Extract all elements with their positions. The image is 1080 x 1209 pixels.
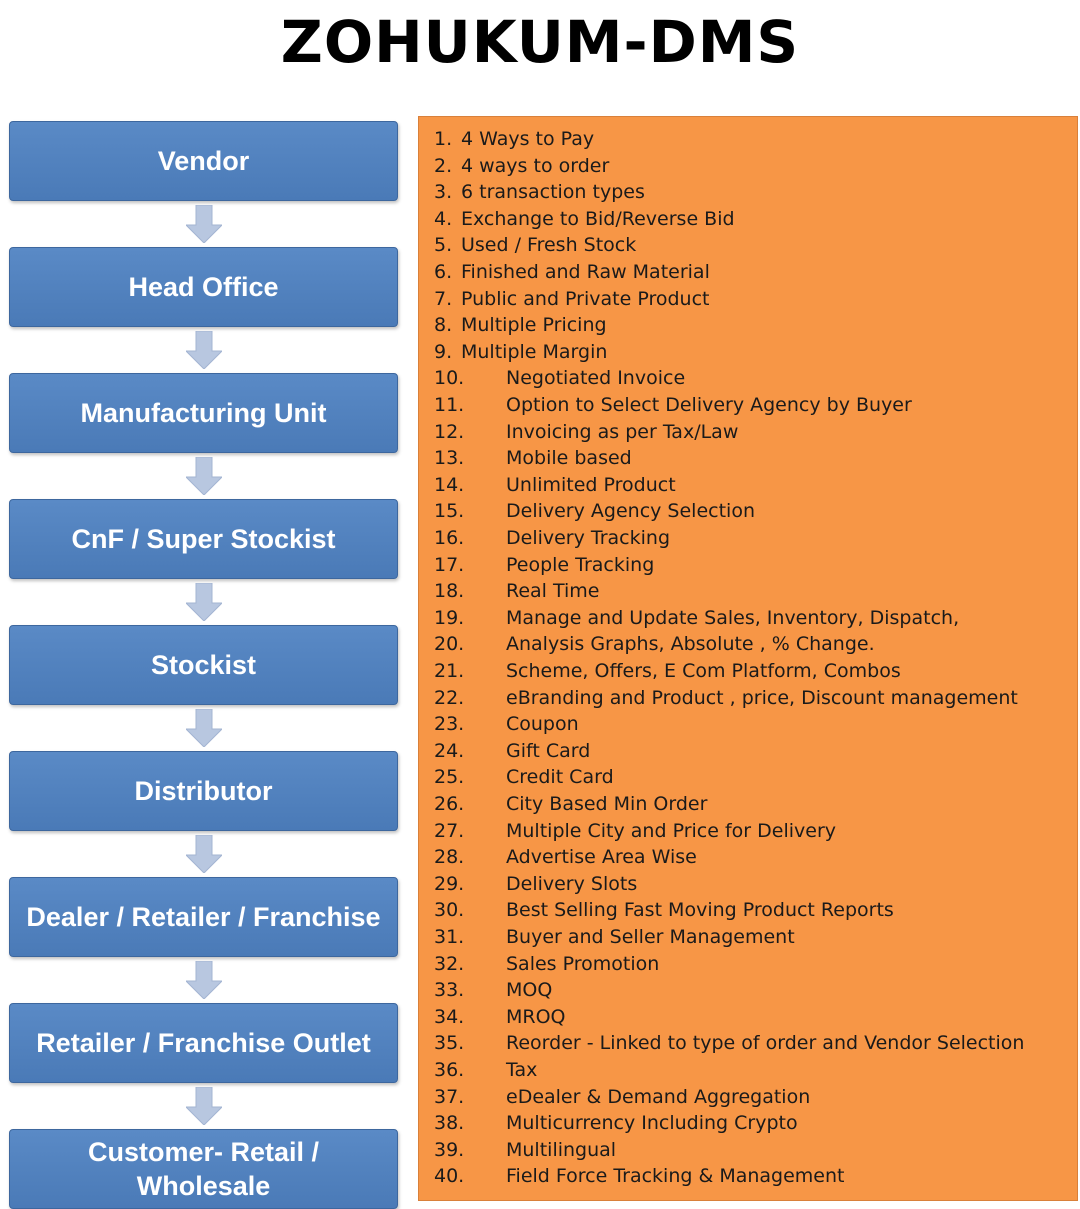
feature-number: 33. — [434, 979, 465, 1002]
feature-number: 16. — [434, 527, 465, 549]
flow-stage-vendor — [9, 121, 398, 201]
feature-text: Real Time — [506, 580, 600, 603]
flow-stage-label: Retailer / Franchise Outlet — [36, 1028, 371, 1058]
feature-text: Invoicing as per Tax/Law — [506, 420, 739, 443]
feature-text: Advertise Area Wise — [506, 846, 697, 869]
feature-text: MOQ — [506, 979, 553, 1002]
feature-text: Exchange to Bid/Reverse Bid — [461, 207, 735, 230]
feature-number: 23. — [434, 713, 465, 736]
feature-text: Finished and Raw Material — [461, 261, 710, 283]
feature-number: 32. — [434, 952, 465, 975]
feature-text: Analysis Graphs, Absolute , % Change. — [506, 633, 875, 656]
feature-text: Unlimited Product — [506, 473, 676, 496]
feature-text: 4 Ways to Pay — [461, 128, 595, 150]
flow-down-arrow-icon — [186, 709, 222, 747]
flow-stage-dealer-retailer-franchise — [9, 877, 398, 957]
feature-number: 3. — [434, 181, 453, 204]
feature-number: 21. — [434, 660, 465, 682]
feature-text: Gift Card — [506, 739, 591, 762]
flow-down-arrow-icon — [186, 1087, 222, 1125]
feature-text: Mobile based — [506, 447, 632, 470]
flow-stage-label: Distributor — [134, 776, 273, 806]
feature-text: Used / Fresh Stock — [461, 234, 637, 257]
feature-text: Delivery Tracking — [506, 527, 671, 549]
feature-text: Buyer and Seller Management — [506, 926, 795, 948]
flow-stage-label: CnF / Super Stockist — [71, 524, 336, 554]
feature-text: eDealer & Demand Aggregation — [506, 1085, 811, 1108]
feature-text: Option to Select Delivery Agency by Buyer — [506, 394, 912, 416]
feature-number: 11. — [434, 394, 465, 416]
flow-stage-label: Manufacturing Unit — [80, 398, 327, 428]
feature-text: Multiple Pricing — [461, 314, 607, 337]
feature-number: 10. — [434, 367, 465, 390]
feature-number: 38. — [434, 1112, 465, 1135]
feature-panel — [418, 116, 1078, 1201]
feature-number: 36. — [434, 1059, 465, 1081]
flow-down-arrow-icon — [186, 331, 222, 369]
feature-number: 17. — [434, 553, 465, 576]
feature-text: Reorder - Linked to type of order and Vendor Selection — [506, 1032, 1025, 1055]
feature-text: City Based Min Order — [506, 793, 708, 815]
flow-stage-label: Vendor — [157, 146, 250, 176]
feature-number: 4. — [434, 207, 453, 230]
feature-number: 35. — [434, 1032, 465, 1055]
flow-stage-customer-retail-wholesale — [9, 1129, 398, 1209]
flow-stage-label: Dealer / Retailer / Franchise — [26, 902, 381, 932]
feature-number: 25. — [434, 766, 465, 789]
feature-text: Negotiated Invoice — [506, 367, 686, 390]
feature-text: 6 transaction types — [461, 181, 645, 204]
feature-text: Multicurrency Including Crypto — [506, 1112, 798, 1135]
feature-number: 5. — [434, 234, 453, 257]
feature-text: Tax — [506, 1059, 538, 1081]
feature-text: MROQ — [506, 1005, 566, 1028]
feature-text: Multiple Margin — [461, 340, 608, 363]
feature-number: 24. — [434, 739, 465, 762]
feature-number: 13. — [434, 447, 465, 470]
feature-number: 39. — [434, 1138, 465, 1161]
feature-text: Delivery Slots — [506, 872, 638, 895]
feature-number: 40. — [434, 1165, 465, 1188]
flow-down-arrow-icon — [186, 583, 222, 621]
feature-number: 12. — [434, 420, 465, 443]
flow-down-arrow-icon — [186, 205, 222, 243]
feature-text: Manage and Update Sales, Inventory, Dispatch, — [506, 606, 960, 629]
feature-number: 30. — [434, 899, 465, 922]
feature-text: Multiple City and Price for Delivery — [506, 819, 836, 842]
feature-number: 1. — [434, 128, 453, 150]
feature-text: 4 ways to order — [461, 154, 610, 177]
flow-stage-label: Head Office — [128, 272, 279, 302]
page-title: ZOHUKUM-DMS — [280, 8, 800, 76]
feature-text: Field Force Tracking & Management — [506, 1165, 845, 1188]
flow-down-arrow-icon — [186, 835, 222, 873]
feature-number: 20. — [434, 633, 465, 656]
feature-text: Coupon — [506, 713, 579, 736]
feature-number: 28. — [434, 846, 465, 869]
feature-text: Multilingual — [506, 1138, 617, 1161]
flow-stage-distributor — [9, 751, 398, 831]
flow-stage-stockist — [9, 625, 398, 705]
feature-number: 34. — [434, 1005, 465, 1028]
feature-number: 9. — [434, 340, 453, 363]
feature-number: 6. — [434, 261, 453, 283]
feature-number: 26. — [434, 793, 465, 815]
feature-text: Best Selling Fast Moving Product Reports — [506, 899, 894, 922]
feature-number: 18. — [434, 580, 465, 603]
flow-stage-cnf-super-stockist — [9, 499, 398, 579]
feature-number: 31. — [434, 926, 465, 948]
feature-number: 2. — [434, 154, 453, 177]
feature-text: Scheme, Offers, E Com Platform, Combos — [506, 660, 901, 682]
feature-number: 27. — [434, 819, 465, 842]
feature-text: Sales Promotion — [506, 952, 660, 975]
flow-stage-retailer-franchise-outlet — [9, 1003, 398, 1083]
feature-text: eBranding and Product , price, Discount management — [506, 686, 1018, 709]
feature-number: 22. — [434, 686, 465, 709]
flow-stage-head-office — [9, 247, 398, 327]
flow-stage-manufacturing-unit — [9, 373, 398, 453]
feature-number: 29. — [434, 872, 465, 895]
feature-text: People Tracking — [506, 553, 655, 576]
feature-number: 37. — [434, 1085, 465, 1108]
flow-down-arrow-icon — [186, 457, 222, 495]
feature-number: 7. — [434, 287, 453, 310]
feature-text: Credit Card — [506, 766, 614, 789]
flow-stage-label: Stockist — [150, 650, 257, 680]
flow-stage-label: Customer- Retail / Wholesale — [87, 1137, 320, 1201]
feature-number: 19. — [434, 606, 465, 629]
feature-number: 14. — [434, 473, 465, 496]
feature-text: Delivery Agency Selection — [506, 500, 755, 523]
feature-text: Public and Private Product — [461, 287, 710, 310]
flow-down-arrow-icon — [186, 961, 222, 999]
feature-number: 15. — [434, 500, 465, 523]
feature-number: 8. — [434, 314, 453, 337]
